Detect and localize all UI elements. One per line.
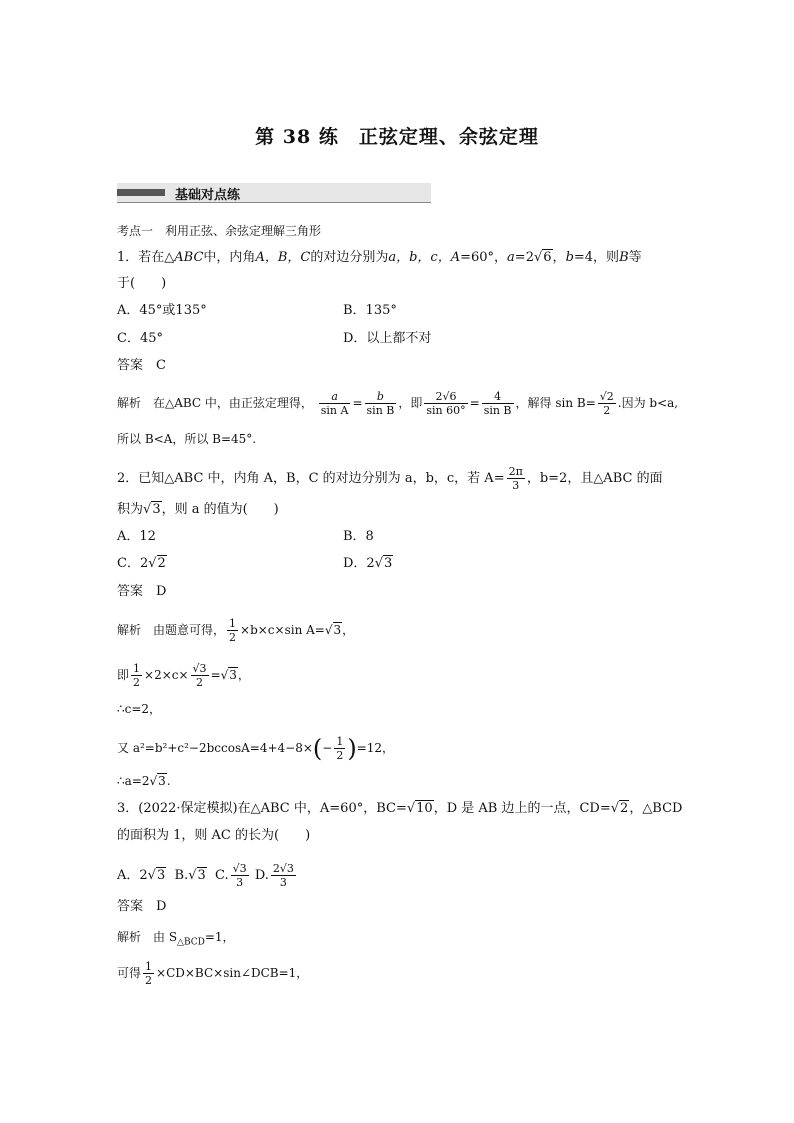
q3-option-c: C. $\frac{√3}{3}$	[215, 862, 247, 889]
question-2-stem: 2．已知△ABC 中，内角 A，B，C 的对边分别为 a，b，c，若 A= $\frac{2\pi}{3}$ ，b=2，且△ABC 的面	[117, 465, 663, 492]
q2-option-d: D．2√3	[343, 556, 393, 571]
q2-analysis-5: ∴a=2√3.	[117, 774, 171, 788]
question-1-stem: 1．若在△ABC中，内角A，B，C的对边分别为a，b，c，A=60°，a=2√6，b=4，则B等	[117, 250, 642, 265]
q1-analysis: 解析 在△ABC 中，由正弦定理得， $\frac{a}{\text{sin A}}$ = $\frac{b}{\text{sin B}}$ ，即 $\frac{2√6}{\sin 60^\circ}$ = $\frac{4}{\text{sin B}}$ ，解得 sin B= $\frac{√2}{2}$ .因为 b<a,	[117, 390, 679, 417]
topic-heading: 考点一 利用正弦、余弦定理解三角形	[117, 224, 322, 238]
q2-option-c: C．2√2	[117, 556, 166, 571]
q2-analysis-2: 即 $\frac{1}{2}$ ×2×c× $\frac{√3}{2}$ =√3，	[117, 662, 250, 689]
q1-answer: 答案 C	[117, 358, 166, 373]
q2-analysis-3: ∴c=2，	[117, 702, 162, 716]
question-2-stem-cont: 积为√3，则 a 的值为( )	[117, 502, 279, 517]
q3-option-b: B.√3	[174, 868, 206, 883]
q1-option-a: A．45°或135°	[117, 303, 207, 318]
page-title: 第 38 练 正弦定理、余弦定理	[255, 126, 539, 148]
q3-option-d: D. $\frac{2√3}{3}$	[254, 862, 294, 889]
q2-option-b: B．8	[343, 529, 374, 544]
q2-answer: 答案 D	[117, 584, 167, 599]
q2-option-a: A．12	[117, 529, 156, 544]
question-3-stem: 3．(2022·保定模拟)在△ABC 中，A=60°，BC=√10，D 是 AB 边上的一点，CD=√2，△BCD	[117, 801, 683, 816]
section-marker	[117, 189, 165, 196]
q1-option-b: B．135°	[343, 303, 397, 318]
section-header	[117, 183, 431, 203]
q1-option-d: D．以上都不对	[343, 331, 432, 346]
q2-analysis-4: 又 a²=b²+c²−2bccosA=4+4−8×(− $\frac{1}{2}$ )=12，	[117, 734, 395, 763]
q3-answer: 答案 D	[117, 899, 167, 914]
q3-options	[117, 862, 298, 889]
question-1-stem-cont: 于( )	[117, 276, 167, 291]
q2-analysis-1: 解析 由题意可得， $\frac{1}{2}$ ×b×c×sin A=√3，	[117, 617, 355, 644]
section-label: 基础对点练	[175, 188, 241, 203]
q1-option-c: C．45°	[117, 331, 163, 346]
q3-analysis-1: 解析 由 $S_{\triangle BCD}=1$，	[117, 930, 235, 948]
q1-analysis-cont: 所以 B<A，所以 B=45°.	[117, 432, 257, 446]
question-3-stem-cont: 的面积为 1，则 AC 的长为( )	[117, 828, 311, 843]
q3-option-a: A．2√3	[117, 868, 166, 883]
q3-analysis-2: 可得 $\frac{1}{2}$ ×CD×BC×sin∠DCB=1，	[117, 960, 309, 987]
